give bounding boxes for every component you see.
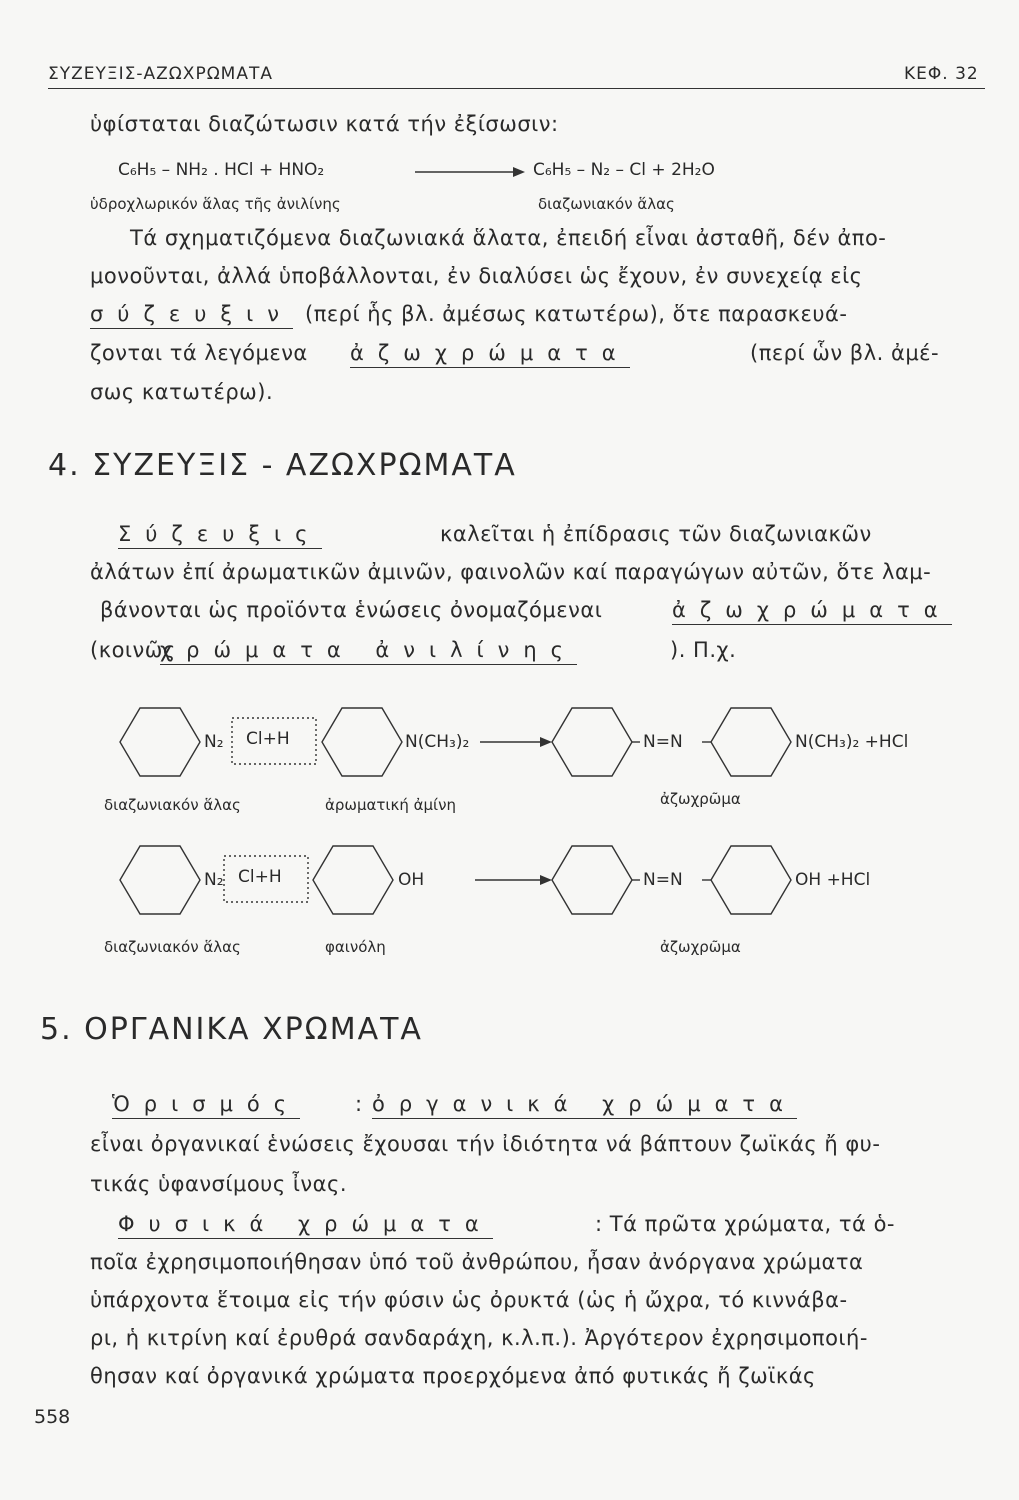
- intro-para-line: (περί ὧν βλ. ἀμέ-: [750, 341, 940, 365]
- intro-para-line: ζονται τά λεγόμενα: [90, 341, 308, 365]
- section-5-line: εἶναι ὀργανικαί ἑνώσεις ἔχουσαι τήν ἰδιότητα νά βάπτουν ζωϊκάς ἤ φυ-: [90, 1132, 881, 1156]
- azo-bond: N=N: [643, 870, 683, 890]
- label-azo-dye: ἀζωχρῶμα: [660, 790, 741, 808]
- label-diazonium-salt: διαζωνιακόν ἅλας: [104, 938, 241, 956]
- equation-label-right: διαζωνιακόν ἅλας: [538, 195, 675, 213]
- section-4-heading: 4. ΣΥΖΕΥΞΙΣ - ΑΖΩΧΡΩΜΑΤΑ: [48, 448, 517, 483]
- benzene-ring: [552, 846, 632, 914]
- benzene-ring: [711, 708, 791, 776]
- section-5-line: : Τά πρῶτα χρώματα, τά ὁ-: [595, 1212, 895, 1236]
- term-definition: Ὁρισμός: [112, 1092, 300, 1119]
- term-azochromata-2: ἀζωχρώματα: [672, 598, 952, 625]
- section-5-line: ρι, ἡ κιτρίνη καί ἐρυθρά σανδαράχη, κ.λ.π.). Ἀργότερον ἐχρησιμοποιή-: [90, 1326, 868, 1350]
- benzene-ring: [322, 708, 402, 776]
- intro-para-line: μονοῦνται, ἀλλά ὑποβάλλονται, ἐν διαλύσει ὡς ἔχουν, ἐν συνεχείᾳ εἰς: [90, 264, 863, 288]
- benzene-ring: [313, 846, 393, 914]
- colon: :: [355, 1092, 363, 1116]
- section-4-line: ). Π.χ.: [670, 638, 737, 662]
- intro-para-line: Τά σχηματιζόμενα διαζωνιακά ἅλατα, ἐπειδή εἶναι ἀσταθῆ, δέν ἀπο-: [130, 226, 887, 250]
- intro-para-line: σως κατωτέρω).: [90, 380, 274, 404]
- term-azochromata: ἀζωχρώματα: [350, 341, 630, 368]
- section-5-line: τικάς ὑφανσίμους ἶνας.: [90, 1172, 348, 1196]
- term-organic-colors: ὀργανικά χρώματα: [372, 1092, 797, 1119]
- equation-reactants: C₆H₅ – NH₂ . HCl + HNO₂: [118, 160, 325, 180]
- label-aromatic-amine: ἀρωματική ἀμίνη: [325, 796, 457, 814]
- equation-label-left: ὑδροχλωρικόν ἅλας τῆς ἀνιλίνης: [90, 195, 341, 213]
- page-number: 558: [34, 1406, 71, 1428]
- benzene-ring: [120, 846, 200, 914]
- section-5-line: θησαν καί ὀργανικά χρώματα προερχόμενα ἀπό φυτικάς ἤ ζωϊκάς: [90, 1364, 816, 1388]
- intro-line: ὑφίσταται διαζώτωσιν κατά τήν ἐξίσωσιν:: [90, 112, 559, 136]
- section-4-line: καλεῖται ἡ ἐπίδρασις τῶν διαζωνιακῶν: [440, 522, 872, 546]
- term-natural-colors: Φυσικά χρώματα: [118, 1212, 493, 1239]
- benzene-ring: [711, 846, 791, 914]
- cl-h-box: Cl+H: [246, 729, 290, 749]
- label-azo-dye: ἀζωχρῶμα: [660, 938, 741, 956]
- label-diazonium-salt: διαζωνιακόν ἅλας: [104, 796, 241, 814]
- section-5-line: ποῖα ἐχρησιμοποιήθησαν ὑπό τοῦ ἀνθρώπου, ἦσαν ἀνόργανα χρώματα: [90, 1250, 864, 1274]
- product-group: OH +HCl: [795, 870, 871, 890]
- term-aniline-colors: χρώματα ἀνιλίνης: [160, 638, 577, 665]
- cl-h-box: Cl+H: [238, 867, 282, 887]
- section-5-heading: 5. ΟΡΓΑΝΙΚΑ ΧΡΩΜΑΤΑ: [40, 1012, 423, 1047]
- running-title: ΣΥΖΕΥΞΙΣ-ΑΖΩΧΡΩΜΑΤΑ: [48, 64, 273, 84]
- section-4-line: ἀλάτων ἐπί ἀρωματικῶν ἀμινῶν, φαινολῶν καί παραγώγων αὐτῶν, ὅτε λαμ-: [90, 560, 932, 584]
- n2-group: N₂: [204, 732, 224, 752]
- term-syzeuxin: σύζευξιν: [90, 302, 293, 329]
- section-4-line: (κοινῶς: [90, 638, 176, 662]
- term-syzeuxis: Σύζευξις: [118, 522, 322, 549]
- azo-bond: N=N: [643, 732, 683, 752]
- label-phenol: φαινόλη: [325, 938, 386, 956]
- equation-products: C₆H₅ – N₂ – Cl + 2H₂O: [533, 160, 715, 180]
- benzene-ring: [120, 708, 200, 776]
- chapter-label: ΚΕΦ. 32: [904, 64, 979, 84]
- n2-group: N₂: [204, 870, 224, 890]
- phenol-group: OH: [398, 870, 425, 890]
- intro-para-line: (περί ἧς βλ. ἀμέσως κατωτέρω), ὅτε παρασκευά-: [305, 302, 848, 326]
- amine-group: N(CH₃)₂: [405, 732, 470, 752]
- section-5-line: ὑπάρχοντα ἕτοιμα εἰς τήν φύσιν ὡς ὀρυκτά (ὡς ἡ ὤχρα, τό κιννάβα-: [90, 1288, 848, 1312]
- benzene-ring: [552, 708, 632, 776]
- product-group: N(CH₃)₂ +HCl: [795, 732, 909, 752]
- section-4-line: βάνονται ὡς προϊόντα ἑνώσεις ὀνομαζόμεναι: [100, 598, 603, 622]
